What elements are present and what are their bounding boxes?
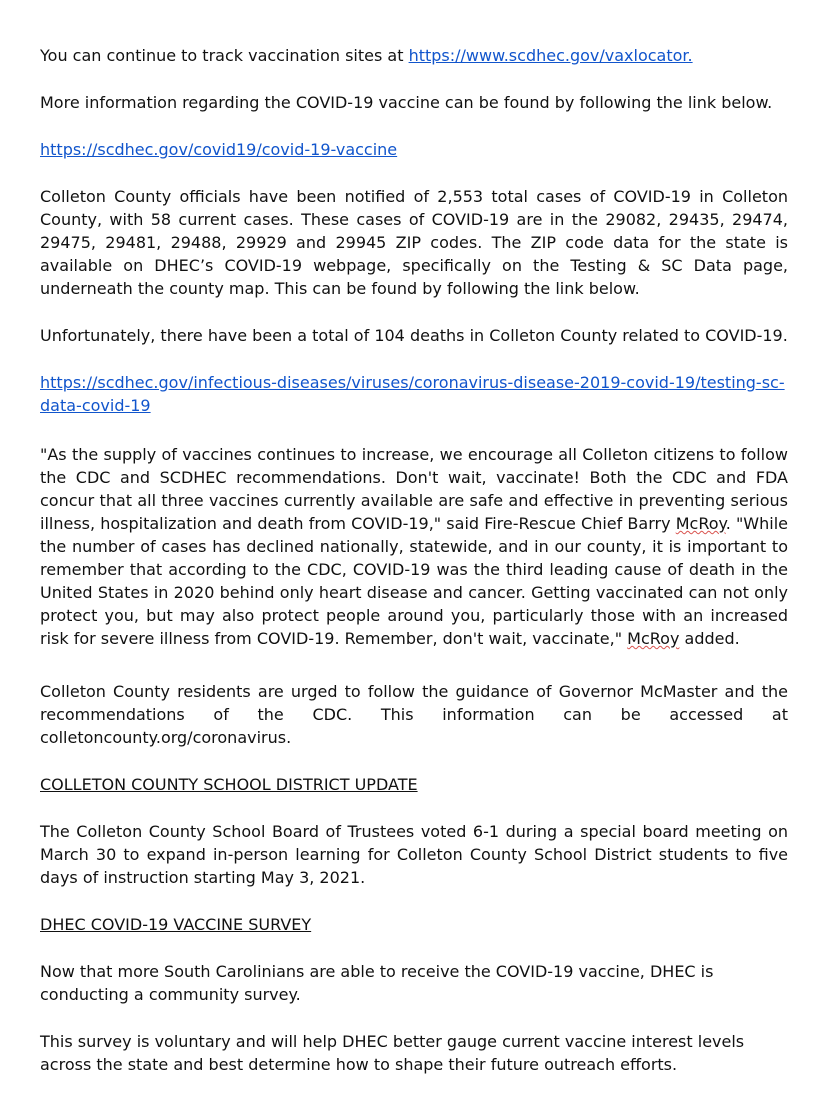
quote-name-1: McRoy <box>675 514 726 533</box>
testing-link[interactable]: https://scdhec.gov/infectious-diseases/viruses/coronavirus-disease-2019-covid-19/testing-sc-data-covid-19 <box>40 373 785 415</box>
survey-paragraph-1: Now that more South Carolinians are able to receive the COVID-19 vaccine, DHEC is conducting a community survey. <box>40 962 714 1004</box>
school-heading: COLLETON COUNTY SCHOOL DISTRICT UPDATE <box>40 775 418 794</box>
vaxlocator-text: You can continue to track vaccination sites at <box>40 46 409 65</box>
school-paragraph: The Colleton County School Board of Trustees voted 6-1 during a special board meeting on March 30 to expand in-person learning for Colleton County School District students to five days of instruction starting May 3, 2021. <box>40 822 788 887</box>
cases-paragraph: Colleton County officials have been notified of 2,553 total cases of COVID-19 in Colleton County, with 58 current cases. These cases of COVID-19 are in the 29082, 29435, 29474, 29475, 29481, 29488, 29929 and 29945 ZIP codes. The ZIP code data for the state is available on DHEC’s COVID-19 webpage, specifically on the Testing & SC Data page, underneath the county map. This can be found by following the link below. <box>40 187 788 298</box>
vaccine-link[interactable]: https://scdhec.gov/covid19/covid-19-vaccine <box>40 140 398 159</box>
quote-part-1: "As the supply of vaccines continues to increase, we encourage all Colleton citizens to follow the CDC and SCDHEC recommendations. Don't wait, vaccinate! Both the CDC and FDA concur that all three vaccines currently available are safe and effective in preventing serious illness, hospitalization and death from COVID-19," said Fire-Rescue Chief Barry <box>40 445 788 533</box>
deaths-paragraph: Unfortunately, there have been a total of 104 deaths in Colleton County related to COVID-19. <box>40 326 788 345</box>
vaxlocator-link[interactable]: https://www.scdhec.gov/vaxlocator. <box>408 46 693 65</box>
quote-paragraph <box>40 443 788 650</box>
vaxlocator-paragraph <box>40 44 788 67</box>
quote-name-2: McRoy <box>627 629 680 648</box>
survey-paragraph-2: This survey is voluntary and will help DHEC better gauge current vaccine interest levels across the state and best determine how to shape their future outreach efforts. <box>40 1032 745 1074</box>
vaccine-link-paragraph <box>40 138 788 161</box>
guidance-paragraph: Colleton County residents are urged to follow the guidance of Governor McMaster and the recommendations of the CDC. This information can be accessed at colletoncounty.org/coronavirus. <box>40 682 788 747</box>
quote-part-2: . "While the number of cases has declined nationally, statewide, and in our county, it is important to remember that according to the CDC, COVID-19 was the third leading cause of death in the United States in 2020 behind only heart disease and cancer. Getting vaccinated can not only protect you, but may also protect people around you, particularly those with an increased risk for severe illness from COVID-19. Remember, don't wait, vaccinate," <box>40 514 788 648</box>
testing-link-paragraph <box>40 371 788 417</box>
more-info-paragraph: More information regarding the COVID-19 vaccine can be found by following the link below. <box>40 93 773 112</box>
survey-heading: DHEC COVID-19 VACCINE SURVEY <box>40 915 312 934</box>
document-page <box>40 44 788 1076</box>
quote-part-3: added. <box>679 629 740 648</box>
